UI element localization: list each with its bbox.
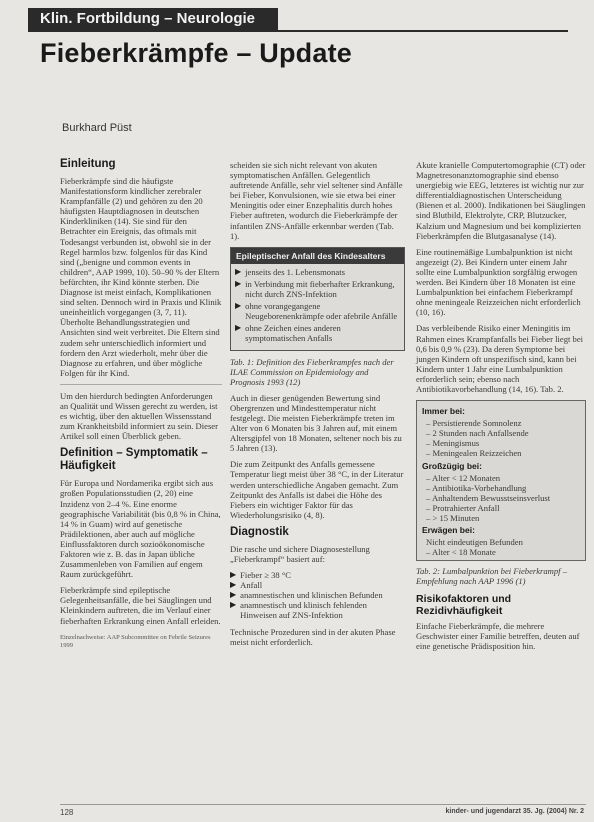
box-line: – Anhaltendem Bewusstseinsverlust: [426, 492, 551, 503]
list-item: ▶ Anfall: [230, 580, 263, 591]
box-subheading: Erwägen bei:: [422, 525, 475, 536]
paragraph: Eine routinemäßige Lumbalpunktion ist nicht angezeigt (2). Bei Kindern unter einem Jahr sollte eine Lumbalpunktion sorgfältig erwogen werden. Bei Kindern über 18 Monaten ist eine Lumbalpunktion bei einfachem Fieberkrampf ohne meningeale Reizzeichen nicht erforderlich (10, 16).: [416, 246, 581, 318]
paragraph: Auch in dieser genügenden Bewertung sind Obergrenzen und Mindesttemperatur nicht festgelegt. Die meisten Fieberkrämpfe treten im Alter von 6 Monaten bis 3 Jahren auf, mit einem Altersgipfel von 18 Monaten, seltener noch bis zu 5 Jahren (13).: [230, 392, 402, 454]
box-line: – Alter < 12 Monaten: [426, 472, 501, 483]
paragraph: Fieberkrämpfe sind die häufigste Manifestationsform kindlicher zerebraler Krampfanfälle (2) und gehören zu den 20 häufigsten Hauptdiagnosen in deutschen Kinderkliniken (14). Sie sind für den Betrachter ein Ereignis, das oftmals mit Todesangst verbunden ist, obwohl sie in der Regel harmlos bzw. folgenlos für das Kind sind („benigne und common events in children“, AAP 1999, 10). 50–90 % der Eltern befürchten, ihr Kind könnte sterben. Die Diagnose ist meist einfach, Komplikationen sind selten. Dennoch wird in Praxis und Klinik uneinheitlich vorgegangen (3, 7, 11). Überholte Behandlungsstrategien und Ansichten sind weit verbreitet. Die Eltern sind zudem sehr unterschiedlich informiert und fordern den Arzt wiederholt, mehr über die Diagnose zu erfahren, und über mögliche Folgen für ihr Kind.: [60, 176, 222, 378]
box-line: – Protrahierter Anfall: [426, 502, 500, 513]
paragraph: Fieberkrämpfe sind epileptische Gelegenheitsanfälle, die bei Säuglingen und Kleinkindern auftreten, die im Verlauf einer fieberhaften Erkrankung einen Anfall erleiden.: [60, 585, 221, 626]
paragraph: scheiden sie sich nicht relevant von akuten symptomatischen Anfällen. Gelegentlich auftretende Anfälle, sehr viel seltener sind Anfälle bei Fieber, Konvulsionen, wie sie etwa bei einer Meningitis oder einer Enzephalitis durch hohes Fieber auftreten, wodurch die Fieberkrämpfe der infantilen ZNS-Anfälle erkennbar werden (Tab. 1).: [230, 160, 403, 241]
article-title: Fieberkrämpfe – Update: [40, 38, 352, 68]
triangle-bullet-icon: ▶: [230, 600, 237, 610]
footnote: Einzelnachweise: AAP Subcommittee on Febrile Seizures 1999: [60, 633, 211, 649]
header-rule: [28, 30, 568, 32]
box-line: – Meningismus: [426, 438, 480, 449]
column-right: [416, 160, 586, 657]
box-subheading: Großzügig bei:: [422, 460, 482, 471]
paragraph: Um den hierdurch bedingten Anforderungen an Qualität und Wissen gerecht zu werden, ist es wichtig, über den aktuellen Wissensstand zum Krankheitsbild informiert zu sein. Dieser Artikel soll einen Überblick geben.: [60, 390, 218, 442]
box-line: – 2 Stunden nach Anfallsende: [426, 428, 529, 439]
box-line: – Persistierende Somnolenz: [426, 418, 522, 429]
triangle-bullet-icon: ▶: [235, 266, 242, 276]
triangle-bullet-icon: ▶: [230, 590, 237, 600]
page-number: 128: [60, 808, 74, 817]
definition-list: [231, 264, 404, 350]
heading-definition: Definition – Symptomatik – Häufigkeit: [60, 447, 208, 473]
heading-introduction: Einleitung: [60, 158, 116, 170]
column-middle: [230, 160, 405, 653]
list-item: ▶ ohne Zeichen eines anderen symptomatischen Anfalls: [235, 323, 341, 344]
paragraph: Das verbleibende Risiko einer Meningitis im Rahmen eines Krampfanfalls bei Fieber liegt bei 0,6 bis 0,9 % (23). Da deren Symptome bei jungen Kindern oft unspezifisch sind, kann bei Kindern unter 1 Jahr eine Lumbalpunktion erforderlich sein; ebenso nach Antibiotikavorbehandlung (14, 16). Tab. 2.: [416, 323, 584, 394]
table-caption: Tab. 1: Definition des Fieberkrampfes nach der ILAE Commission on Epidemiology and Prognosis 1993 (12): [230, 356, 394, 387]
box-line: Nicht eindeutigen Befunden: [426, 537, 523, 548]
author-name: Burkhard Püst: [62, 122, 132, 134]
box-line: – Antibiotika-Vorbehandlung: [426, 482, 527, 493]
list-item: ▶ anamnestisch und klinisch fehlenden Hinweisen auf ZNS-Infektion: [230, 600, 367, 621]
box-line: – Meningealen Reizzeichen: [426, 448, 522, 459]
paragraph: Akute kranielle Computertomographie (CT) oder Magnetresonanztomographie sind ebenso unergiebig wie EEG, letzteres ist wichtig nur zur differentialdiagnostischen Unterscheidung (Bienen et al. 2000). Indikationen bei Säuglingen sind Blutbild, Elektrolyte, CRP, Blutzucker, Kalzium und Magnesium und bei komplizierten Fieberkrämpfen die Blutgasanalyse (14).: [416, 160, 586, 241]
box-title: Epileptischer Anfall des Kindesalters: [231, 248, 404, 264]
box-line: – Alter < 18 Monate: [426, 547, 496, 558]
heading-risk-factors: Risikofaktoren und Rezidivhäufigkeit: [416, 592, 512, 617]
divider: [60, 384, 222, 385]
definition-box: [230, 247, 405, 351]
list-item: ▶ in Verbindung mit fieberhafter Erkrankung, nicht durch ZNS-Infektion: [235, 278, 395, 300]
list-item: ▶ anamnestischen und klinischen Befunden: [230, 590, 383, 601]
triangle-bullet-icon: ▶: [230, 580, 237, 590]
list-item: ▶ Fieber ≥ 38 °C: [230, 570, 292, 581]
lumbar-puncture-box: [416, 400, 586, 561]
triangle-bullet-icon: ▶: [230, 570, 237, 580]
list-item: ▶ ohne vorangegangene Neugeborenenkrämpfe oder afebrile Anfälle: [235, 301, 398, 322]
triangle-bullet-icon: ▶: [235, 301, 242, 311]
box-subheading: Immer bei:: [422, 406, 465, 417]
triangle-bullet-icon: ▶: [235, 323, 242, 333]
triangle-bullet-icon: ▶: [235, 278, 242, 288]
section-tab: Klin. Fortbildung – Neurologie: [28, 8, 278, 30]
paragraph: Technische Prozeduren sind in der akuten Phase meist nicht erforderlich.: [230, 626, 396, 647]
footer-rule: [60, 804, 586, 805]
paragraph: Die rasche und sichere Diagnosestellung „Fieberkrampf“ basiert auf:: [230, 543, 370, 564]
column-left: [60, 152, 222, 650]
paragraph: Für Europa und Nordamerika ergibt sich aus großen Populationsstudien (2, 20) eine Inzidenz von 2–4 %. Eine enorme geographische Variabilität (bis 0,8 % in China, 14 % in Guam) wird auf genetische Prädilektionen, aber auch auf mögliche Einflussfaktoren durch sozioökonomische Faktoren wie z. B. das in Japan übliche Zusammenleben von Familien auf engem Raum zurückgeführt.: [60, 478, 221, 580]
list-item: ▶ jenseits des 1. Lebensmonats: [235, 266, 345, 277]
paragraph: Einfache Fieberkrämpfe, die mehrere Geschwister einer Familie betreffen, deuten auf eine genetische Prädisposition hin.: [416, 620, 580, 651]
heading-diagnostics: Diagnostik: [230, 525, 289, 538]
box-line: – > 15 Minuten: [426, 513, 480, 523]
journal-name: kinder- und jugendarzt 35. Jg. (2004) Nr. 2: [445, 808, 584, 815]
diagnostics-list: [230, 570, 405, 620]
table-caption: Tab. 2: Lumbalpunktion bei Fieberkrampf – Empfehlung nach AAP 1996 (1): [416, 566, 568, 587]
paragraph: Die zum Zeitpunkt des Anfalls gemessene Temperatur liegt meist über 38 °C, in der Literatur werden unterschiedliche Angaben gemacht. Zum Zeitpunkt des Anfalls ist dabei die Höhe des Fiebers ein wichtiger Faktor für das Wiederholungsrisiko (4, 8).: [230, 459, 404, 520]
